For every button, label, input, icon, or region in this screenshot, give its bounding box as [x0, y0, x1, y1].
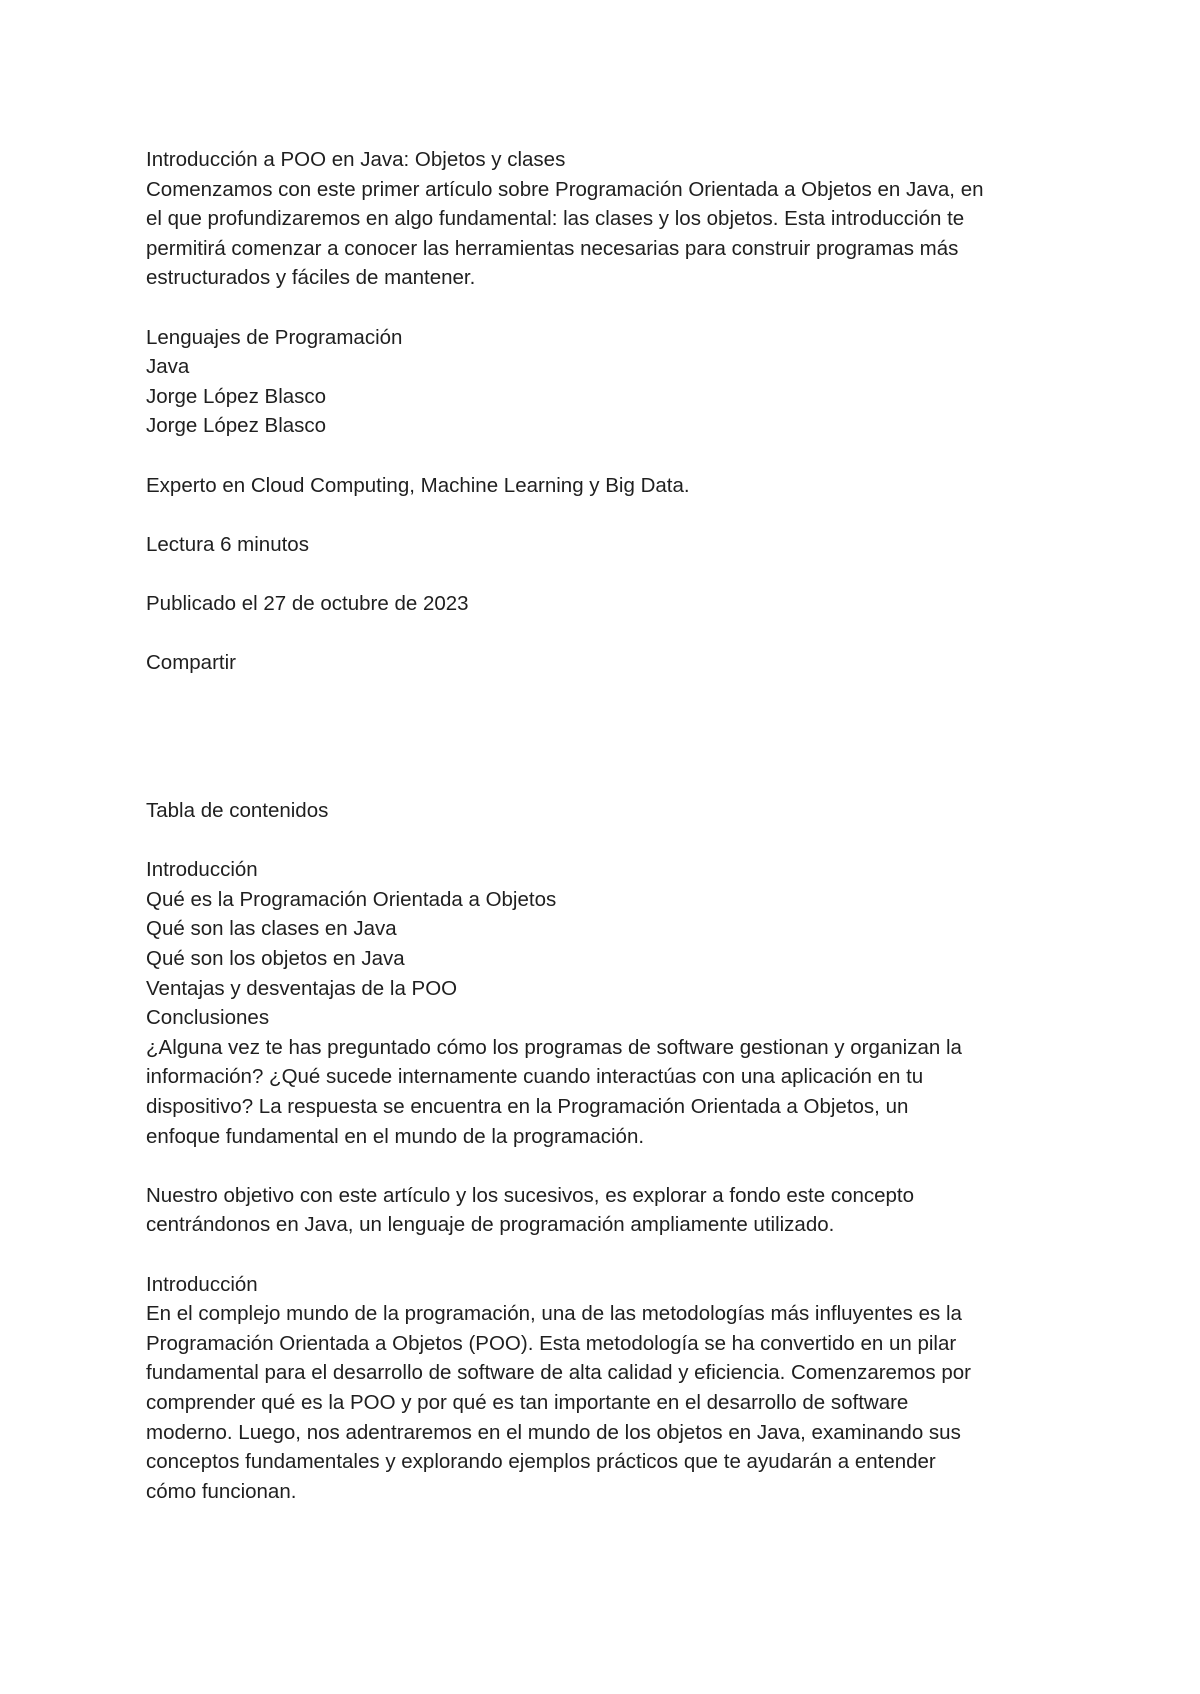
spacer [146, 619, 1066, 649]
toc-item-introduccion[interactable]: Introducción [146, 858, 258, 882]
paragraph-line: dispositivo? La respuesta se encuentra en la Programación Orientada a Objetos, un [146, 1095, 909, 1119]
intro-line: permitirá comenzar a conocer las herramientas necesarias para construir programas más [146, 236, 959, 260]
spacer [146, 1240, 1066, 1270]
paragraph-line: En el complejo mundo de la programación, una de las metodologías más influyentes es la [146, 1302, 962, 1326]
author-name[interactable]: Jorge López Blasco [146, 414, 327, 438]
author-bio: Experto en Cloud Computing, Machine Learning y Big Data. [146, 473, 690, 497]
body-paragraph [146, 1181, 1066, 1240]
author-avatar-alt: Jorge López Blasco [146, 384, 327, 408]
publish-date: Publicado el 27 de octubre de 2023 [146, 591, 469, 615]
paragraph-line: centrándonos en Java, un lenguaje de programación ampliamente utilizado. [146, 1213, 835, 1237]
intro-line: Comenzamos con este primer artículo sobre Programación Orientada a Objetos en Java, en [146, 177, 984, 201]
spacer [146, 559, 1066, 589]
toc-title: Tabla de contenidos [146, 799, 329, 823]
spacer [146, 500, 1066, 530]
body-paragraph [146, 1033, 1066, 1151]
paragraph-line: conceptos fundamentales y explorando ejemplos prácticos que te ayudarán a entender [146, 1450, 936, 1474]
intro-line: estructurados y fáciles de mantener. [146, 266, 476, 290]
intro-line: el que profundizaremos en algo fundamental: las clases y los objetos. Esta introducción te [146, 207, 965, 231]
paragraph-line: información? ¿Qué sucede internamente cuando interactúas con una aplicación en tu [146, 1065, 924, 1089]
spacer [146, 1151, 1066, 1181]
section-heading: Introducción [146, 1272, 258, 1296]
article-title: Introducción a POO en Java: Objetos y clases [146, 148, 566, 171]
spacer [146, 293, 1066, 323]
paragraph-line: comprender qué es la POO y por qué es tan importante en el desarrollo de software [146, 1390, 909, 1414]
share-button[interactable]: Compartir [146, 651, 236, 675]
paragraph-line: ¿Alguna vez te has preguntado cómo los programas de software gestionan y organizan la [146, 1035, 962, 1059]
document-page [146, 145, 1066, 1506]
paragraph-line: enfoque fundamental en el mundo de la programación. [146, 1124, 645, 1148]
toc-item-conclusiones[interactable]: Conclusiones [146, 1006, 270, 1030]
table-of-contents [146, 855, 1066, 1033]
paragraph-line: Programación Orientada a Objetos (POO). Esta metodología se ha convertido en un pilar [146, 1331, 957, 1355]
tag-link[interactable]: Java [146, 355, 190, 379]
body-paragraph [146, 1299, 1066, 1506]
category-link[interactable]: Lenguajes de Programación [146, 325, 403, 349]
paragraph-line: moderno. Luego, nos adentraremos en el mundo de los objetos en Java, examinando sus [146, 1420, 961, 1444]
spacer [146, 826, 1066, 856]
paragraph-line: Nuestro objetivo con este artículo y los sucesivos, es explorar a fondo este concepto [146, 1183, 915, 1207]
toc-item-que-es-poo[interactable]: Qué es la Programación Orientada a Objetos [146, 887, 557, 911]
toc-item-clases[interactable]: Qué son las clases en Java [146, 917, 397, 941]
toc-item-objetos[interactable]: Qué son los objetos en Java [146, 947, 405, 971]
reading-time: Lectura 6 minutos [146, 532, 309, 556]
spacer [146, 678, 1066, 796]
spacer [146, 441, 1066, 471]
toc-item-ventajas[interactable]: Ventajas y desventajas de la POO [146, 976, 458, 1000]
article-intro [146, 175, 1066, 293]
paragraph-line: fundamental para el desarrollo de software de alta calidad y eficiencia. Comenzaremos por [146, 1361, 972, 1385]
paragraph-line: cómo funcionan. [146, 1479, 297, 1503]
